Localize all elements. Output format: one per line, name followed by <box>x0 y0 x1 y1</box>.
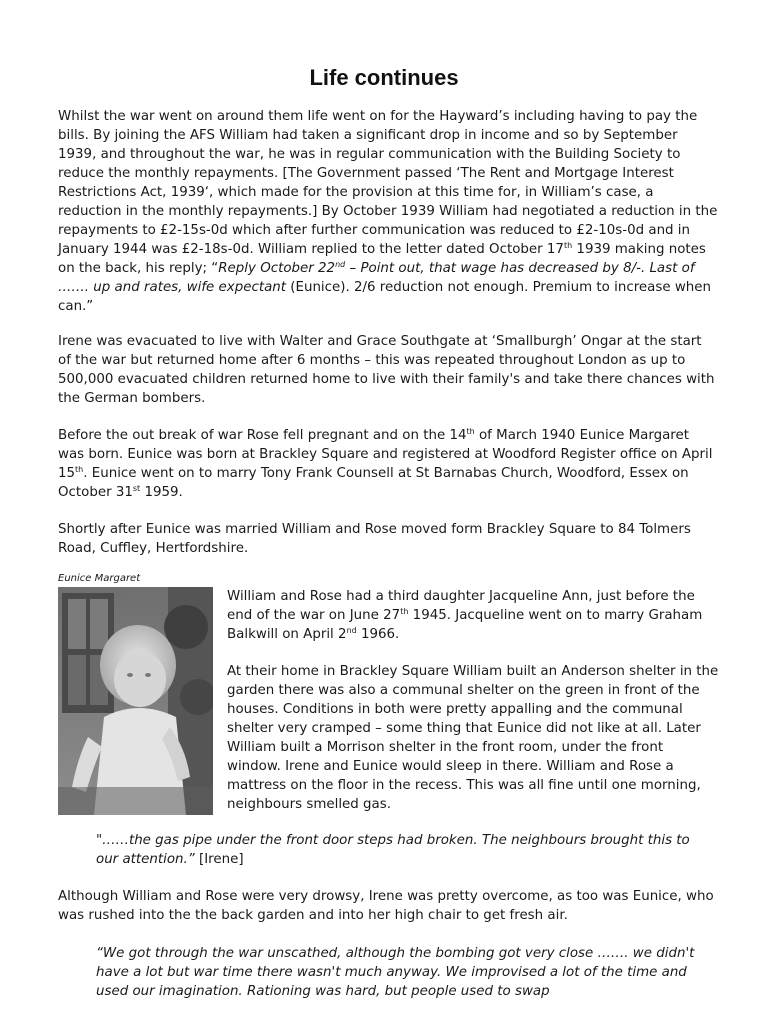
photo-caption: Eunice Margaret <box>58 573 141 584</box>
page-title: Life continues <box>309 65 459 90</box>
paragraph-eunice-birth: Before the out break of war Rose fell pregnant and on the 14th of March 1940 Eunice Margaret was born. Eunice was born at Brackley Square and registered at Woodford Register office on April 15th. Eunice went on to marry Tony Frank Counsell at St Barnabas Church, Woodford, Essex on October 31st 1959. <box>58 427 713 500</box>
paragraph-evacuation: Irene was evacuated to live with Walter and Grace Southgate at ‘Smallburgh’ Ongar at the start of the war but returned home after 6 months – this was repeated throughout London as up to 500,000 evacuated children returned home to live with their family's and take there chances with the German bombers. <box>58 334 715 406</box>
paragraph-mortgage: Whilst the war went on around them life went on for the Hayward’s including having to pay the bills. By joining the AFS William had taken a significant drop in income and so by September 1939, and throughout the war, he was in regular communication with the Building Society to reduce the monthly repayments. [The Government passed ‘The Rent and Mortgage Interest Restrictions Act, 1939‘, which made for the provision at this time for, in William’s case, a reduction in the monthly repayments.] By October 1939 William had negotiated a reduction in the repayments to £2-15s-0d which after further communication was reduced to £2-10s-0d and in January 1944 was £2-18s-0d. William replied to the letter dated October 17th 1939 making notes on the back, his reply; “Reply October 22nd – Point out, that wage has decreased by 8/-. Last of ……. up and rates, wife expectant (Eunice). 2/6 reduction not enough. Premium to increase when can.” <box>58 109 718 314</box>
quote-irene: "……the gas pipe under the front door steps had broken. The neighbours brought this to our attention.” [Irene] <box>96 833 690 867</box>
quote-war: “We got through the war unscathed, although the bombing got very close ……. we didn't have a lot but war time there wasn't much anyway. We improvised a lot of the time and used our imagination. Rationing was hard, but people used to swap <box>96 946 695 999</box>
paragraph-move: Shortly after Eunice was married William and Rose moved form Brackley Square to 84 Tolmers Road, Cuffley, Hertfordshire. <box>58 522 691 556</box>
paragraph-jacqueline: William and Rose had a third daughter Jacqueline Ann, just before the end of the war on June 27th 1945. Jacqueline went on to marry Graham Balkwill on April 2nd 1966. <box>227 589 703 642</box>
photo-image <box>58 587 213 815</box>
photo-eunice-margaret <box>58 587 213 815</box>
paragraph-gas: Although William and Rose were very drowsy, Irene was pretty overcome, as too was Eunice, who was rushed into the the back garden and into her high chair to get fresh air. <box>58 889 714 923</box>
paragraph-shelters: At their home in Brackley Square William built an Anderson shelter in the garden there was also a communal shelter on the green in front of the houses. Conditions in both were pretty appalling and the communal shelter very cramped – some thing that Eunice did not like at all. Later William built a Morrison shelter in the front room, under the front window. Irene and Eunice would sleep in there. William and Rose a mattress on the floor in the recess. This was all fine until one morning, neighbours smelled gas. <box>227 664 719 812</box>
